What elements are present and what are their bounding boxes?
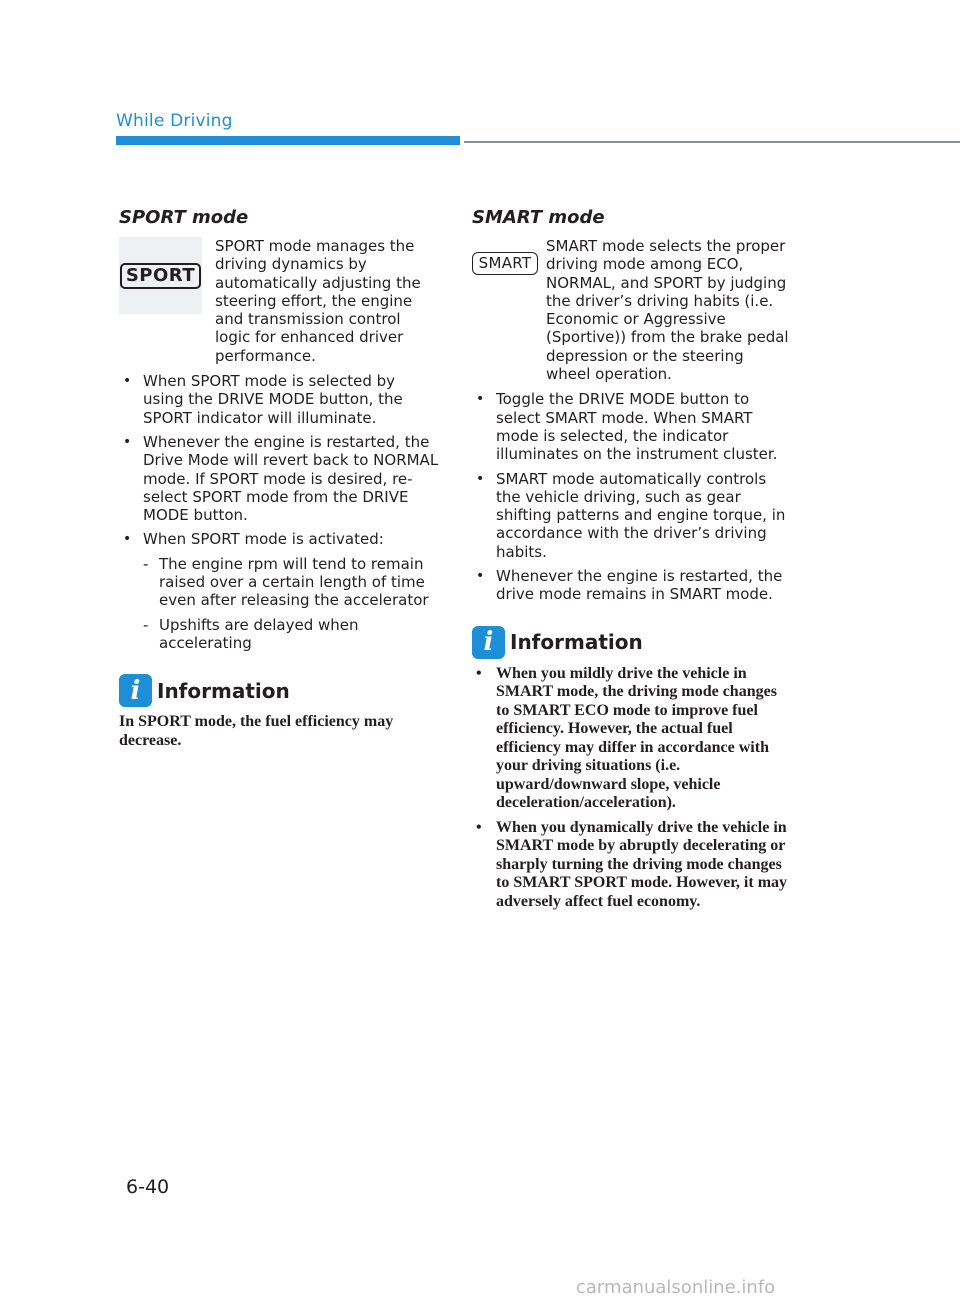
info-list-item: • When you dynamically drive the vehicle in SMART mode by abruptly decelerating or sharply turning the driving mode changes to SMART SPORT mode. However, it may adversely affect fuel economy. [472, 819, 792, 912]
info-title: Information [510, 630, 643, 655]
info-title: Information [157, 678, 290, 703]
info-list-item: • When you mildly drive the vehicle in SMART mode, the driving mode changes to SMART ECO mode to improve fuel efficiency. However, the actual fuel efficiency may differ in accordance with your driving situations (i.e. upward/downward slope, vehicle deceleration/acceleration). [472, 665, 792, 813]
info-icon: i [472, 626, 505, 659]
section-title: While Driving [116, 111, 233, 131]
list-item [119, 530, 439, 652]
sport-badge-panel [119, 237, 202, 314]
smart-info-list [472, 665, 792, 912]
sport-info-text: In SPORT mode, the fuel efficiency may decrease. [119, 713, 394, 749]
sport-sub-list [143, 555, 439, 652]
smart-badge-icon: SMART [472, 252, 538, 275]
list-item: • Toggle the DRIVE MODE button to select SMART mode. When SMART mode is selected, the indicator illuminates on the instrument cluster. [472, 390, 792, 463]
smart-intro-text: SMART mode selects the proper driving mode among ECO, NORMAL, and SPORT by judging the driver’s driving habits (i.e. Economic or Aggressive (Sportive)) from the brake pedal depression or the steering wheel operation. [546, 237, 789, 384]
sport-bullet-list [119, 372, 439, 652]
smart-intro [472, 237, 792, 383]
list-item: • SMART mode automatically controls the vehicle driving, such as gear shifting patterns and engine torque, in accordance with the driver’s driving habits. [472, 470, 792, 561]
smart-mode-heading: SMART mode [472, 207, 605, 228]
smart-badge-panel [472, 237, 538, 275]
watermark: carmanualsonline.info [576, 1277, 776, 1298]
smart-mode-section [472, 207, 792, 917]
sub-list-item: - The engine rpm will tend to remain raised over a certain length of time even after releasing the accelerator [143, 555, 439, 610]
header-divider [464, 141, 960, 143]
list-item: • Whenever the engine is restarted, the drive mode remains in SMART mode. [472, 567, 792, 604]
sub-list-item: - Upshifts are delayed when accelerating [143, 616, 439, 653]
page-number: 6-40 [126, 1176, 170, 1198]
sport-intro-text: SPORT mode manages the driving dynamics by automatically adjusting the steering effort, the engine and transmission control logic for enhanced driver performance. [215, 237, 421, 365]
sport-mode-heading: SPORT mode [119, 207, 249, 228]
sport-mode-section [119, 207, 439, 750]
list-item: • Whenever the engine is restarted, the Drive Mode will revert back to NORMAL mode. If SPORT mode is desired, re-select SPORT mode from the DRIVE MODE button. [119, 433, 439, 524]
sport-badge-icon: SPORT [120, 263, 201, 289]
smart-info-header [472, 626, 792, 659]
info-icon: i [119, 674, 152, 707]
header-accent-rule [116, 136, 460, 145]
sport-intro [119, 237, 439, 365]
sport-info-header [119, 674, 439, 707]
list-item: • When SPORT mode is selected by using the DRIVE MODE button, the SPORT indicator will illuminate. [119, 372, 439, 427]
smart-bullet-list [472, 390, 792, 603]
list-item-text: When SPORT mode is activated: [143, 530, 384, 549]
